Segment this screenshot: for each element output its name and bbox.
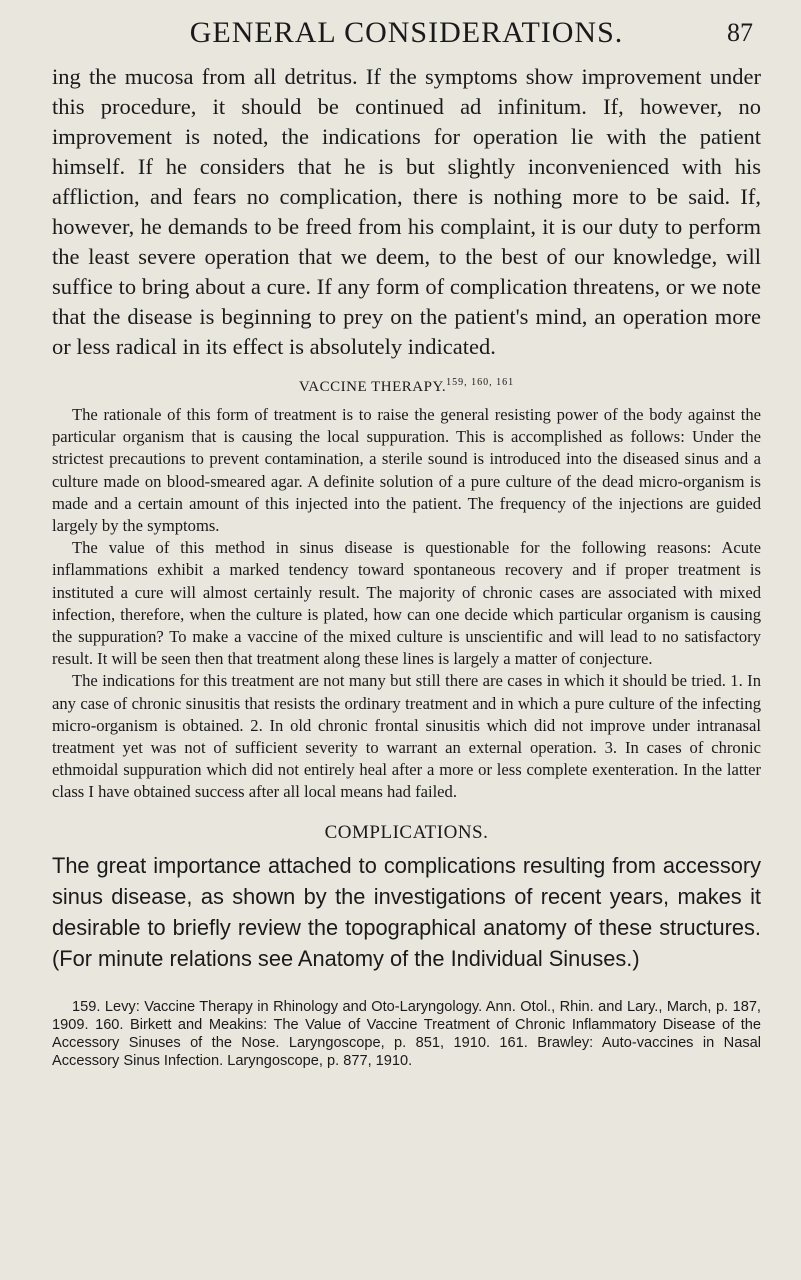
vaccine-therapy-body: [52, 404, 761, 804]
footnote-160: 160. Birkett and Meakins: The Value of Vaccine Treatment of Chronic Inflammatory Disease of the Accessory Sinuses of the Nose. Laryngoscope, p. 851, 1910.: [52, 1016, 761, 1051]
footnotes: [52, 998, 761, 1070]
complications-paragraph: The great importance attached to complications resulting from accessory sinus disease, as shown by the investigations of recent years, makes it desirable to briefly review the topographical anatomy of these structures. (For minute relations see Anatomy of the Individual Sinuses.): [52, 852, 761, 971]
vaccine-paragraph: The indications for this treatment are not many but still there are cases in which it should be tried. 1. In any case of chronic sinusitis that resists the ordinary treatment and in which a pure culture of the infecting micro-organism is obtained. 2. In old chronic frontal sinusitis which did not improve under intranasal treatment yet was not of sufficient severity to warrant an external operation. 3. In cases of chronic ethmoidal suppuration which did not entirely heal after a more or less complete exenteration. In the latter class I have obtained success after all local means had failed.: [52, 671, 761, 802]
footnote-161: 161. Brawley: Auto-vaccines in Nasal Accessory Sinus Infection. Laryngoscope, p. 877, 1910.: [52, 1034, 761, 1069]
complications-heading: COMPLICATIONS.: [324, 821, 489, 843]
vaccine-paragraph: The value of this method in sinus disease is questionable for the following reasons: Acute inflammations exhibit a marked tendency toward spontaneous recovery and if proper treatment is instituted a cure will almost certainly result. The majority of chronic cases are associated with mixed infection, therefore, when the culture is plated, how can one decide which particular organism is causing the suppuration? To make a vaccine of the mixed culture is unscientific and will lead to no satisfactory result. It will be seen then that treatment along these lines is largely a matter of conjecture.: [52, 538, 761, 669]
running-title: GENERAL CONSIDERATIONS.: [189, 16, 624, 49]
footnote-159: 159. Levy: Vaccine Therapy in Rhinology and Oto-Laryngology. Ann. Otol., Rhin. and Lary., March, p. 187, 1909.: [52, 998, 761, 1033]
vaccine-paragraph: The rationale of this form of treatment is to raise the general resisting power of the body against the particular organism that is causing the local suppuration. This is accomplished as follows: Under the strictest precautions to prevent contamination, a sterile sound is introduced into the diseased sinus and a culture made on blood-smeared agar. A definite solution of a pure culture of the dead micro-organism is made and a certain amount of this injected into the patient. The frequency of the injections are guided largely by the symptoms.: [52, 405, 761, 536]
page-number: 87: [727, 18, 753, 47]
intro-paragraph: ing the mucosa from all detritus. If the symptoms show improvement under this procedure, it should be continued ad infinitum. If, however, no improvement is noted, the indications for operation lie with the patient himself. If he considers that he is but slightly inconvenienced with his affliction, and fears no complication, there is nothing more to be said. If, however, he demands to be freed from his complaint, it is our duty to perform the least severe operation that we deem, to the best of our knowledge, will suffice to bring about a cure. If any form of complication threatens, or we note that the disease is beginning to prey on the patient's mind, an operation more or less radical in its effect is absolutely indicated.: [52, 64, 761, 359]
vaccine-therapy-heading-refs: 159, 160, 161: [446, 377, 515, 388]
running-head: [52, 0, 761, 56]
vaccine-therapy-heading: [52, 372, 761, 398]
vaccine-therapy-heading-text: VACCINE THERAPY.: [298, 379, 447, 395]
